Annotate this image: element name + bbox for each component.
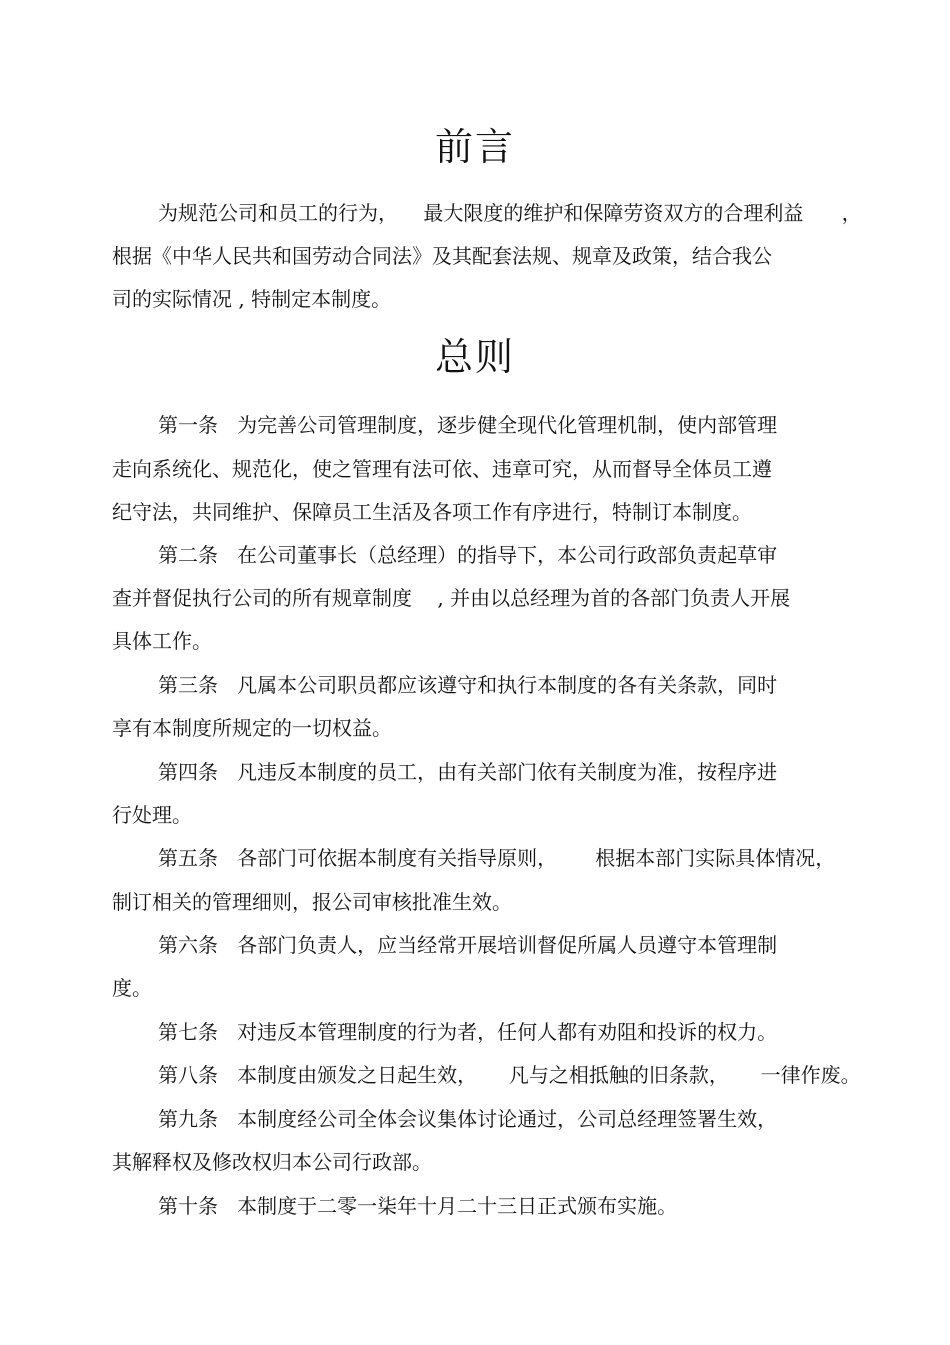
preface-line: 为规范公司和员工的行为， 最大限度的维护和保障劳资双方的合理利益 ， xyxy=(158,201,862,225)
article-line: 纪守法，共同维护、保障员工生活及各项工作有序进行，特制订本制度。 xyxy=(112,500,752,524)
article-line: 查并督促执行公司的所有规章制度 , 并由以总经理为首的各部门负责人开展 xyxy=(112,586,791,610)
article-line: 第七条 对违反本管理制度的行为者，任何人都有劝阻和投诉的权力。 xyxy=(158,1020,778,1044)
article-line: 其解释权及修改权归本公司行政部。 xyxy=(112,1150,432,1174)
article-line: 第九条 本制度经公司全体会议集体讨论通过，公司总经理签署生效， xyxy=(158,1107,778,1131)
article-line: 走向系统化、规范化，使之管理有法可依、违章可究，从而督导全体员工遵 xyxy=(112,457,772,481)
article-line: 第十条 本制度于二零一柒年十月二十三日正式颁布实施。 xyxy=(158,1194,678,1218)
article-line: 第二条 在公司董事长（总经理）的指导下，本公司行政部负责起草审 xyxy=(158,543,778,567)
article-line: 第四条 凡违反本制度的员工，由有关部门依有关制度为准，按程序进 xyxy=(158,760,778,784)
article-line: 第三条 凡属本公司职员都应该遵守和执行本制度的各有关条款，同时 xyxy=(158,673,778,697)
article-line: 制订相关的管理细则，报公司审核批准生效。 xyxy=(112,890,512,914)
article-line: 第一条 为完善公司管理制度，逐步健全现代化管理机制，使内部管理 xyxy=(158,413,778,437)
article-line: 行处理。 xyxy=(112,803,192,827)
article-line: 具体工作。 xyxy=(112,629,212,653)
article-line: 第六条 各部门负责人，应当经常开展培训督促所属人员遵守本管理制 xyxy=(158,933,778,957)
preface-title: 前言 xyxy=(434,125,515,169)
article-line: 第八条 本制度由颁发之日起生效， 凡与之相抵触的旧条款， 一律作废。 xyxy=(158,1063,861,1087)
article-line: 享有本制度所规定的一切权益。 xyxy=(112,716,392,740)
article-line: 度。 xyxy=(112,976,152,1000)
article-line: 第五条 各部门可依据本制度有关指导原则， 根据本部门实际具体情况， xyxy=(158,846,836,870)
general-title: 总则 xyxy=(434,335,515,379)
preface-line: 根据《中华人民共和国劳动合同法》及其配套法规、规章及政策，结合我公 xyxy=(112,244,772,268)
preface-line: 司的实际情况 , 特制定本制度。 xyxy=(112,287,392,311)
